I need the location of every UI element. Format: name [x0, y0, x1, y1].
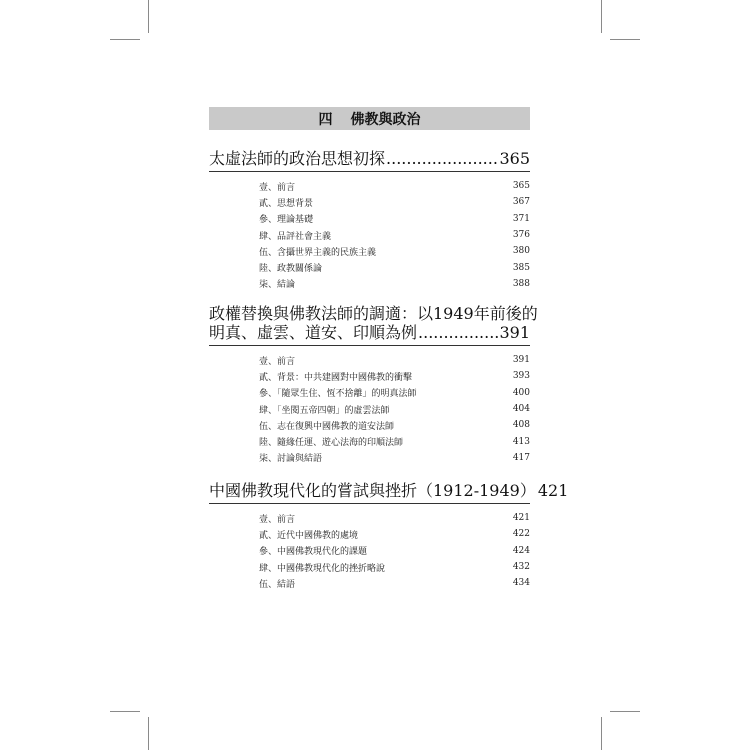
toc-entry: [209, 276, 530, 292]
entry-label: 參、「隨眾生住、恆不捨離」的明真法師: [259, 389, 417, 400]
entry-page: 421: [512, 513, 530, 524]
toc-entry: [209, 227, 530, 243]
section-number: 四: [318, 111, 333, 128]
entry-label: 參、中國佛教現代化的課題: [259, 547, 368, 558]
toc-entry: [209, 417, 530, 433]
toc-entry: [209, 178, 530, 194]
entry-page: 408: [512, 420, 530, 431]
entry-page: 391: [512, 355, 530, 366]
chapter-3: [209, 481, 569, 591]
entry-label: 壹、前言: [259, 356, 296, 367]
entry-label: 貳、背景：中共建國對中國佛教的衝擊: [259, 372, 413, 383]
entry-page: 417: [512, 452, 530, 463]
entry-label: 柒、結論: [259, 280, 296, 291]
entry-label: 伍、結語: [259, 579, 296, 590]
entry-label: 肆、中國佛教現代化的挫折略說: [259, 563, 386, 574]
entry-label: 柒、討論與結語: [259, 454, 323, 465]
toc-entry: [209, 243, 530, 259]
chapter-divider: [209, 503, 530, 504]
entry-page: 385: [512, 262, 530, 273]
toc-entry: [209, 559, 530, 575]
toc-entry: [209, 401, 530, 417]
toc-entry: [209, 385, 530, 401]
entry-label: 肆、「坐閱五帝四朝」的虛雲法師: [259, 405, 390, 416]
leader-dots: [418, 323, 498, 342]
toc-entry: [209, 575, 530, 591]
entry-page: 365: [512, 181, 530, 192]
entry-label: 參、理論基礎: [259, 215, 314, 226]
entry-label: 壹、前言: [259, 182, 296, 193]
toc-entry: [209, 259, 530, 275]
entry-page: 400: [512, 387, 530, 398]
toc-entry: [209, 352, 530, 368]
entry-page: 371: [512, 213, 530, 224]
entry-page: 388: [512, 278, 530, 289]
chapter-page: 365: [499, 149, 530, 168]
chapter-title: [209, 149, 530, 168]
toc-entry: [209, 510, 530, 526]
section-header: [209, 107, 530, 130]
section-title: 佛教與政治: [350, 111, 421, 128]
crop-mark-right-bottom: [610, 711, 640, 712]
crop-mark-left-bottom: [110, 711, 140, 712]
entry-page: 404: [512, 404, 530, 415]
toc-entry: [209, 543, 530, 559]
chapter-page: 421: [537, 481, 569, 500]
entry-label: 伍、志在復興中國佛教的道安法師: [259, 421, 395, 432]
entry-label: 壹、前言: [259, 514, 296, 525]
chapter-page: 391: [499, 323, 530, 342]
chapter-title-line: 中國佛教現代化的嘗試與挫折（1912-1949）: [209, 481, 536, 500]
entry-label: 貳、思想背景: [259, 198, 314, 209]
chapter-title: [209, 481, 569, 500]
toc-entry: [209, 450, 530, 466]
chapter-title-line: 政權替換與佛教法師的調適：以1949年前後的: [209, 304, 538, 323]
leader-dots: [386, 149, 498, 168]
entry-label: 伍、含攝世界主義的民族主義: [259, 247, 377, 258]
entry-label: 陸、政教關係論: [259, 264, 323, 275]
toc-entry: [209, 211, 530, 227]
toc-entry: [209, 433, 530, 449]
chapter-1: [209, 149, 530, 292]
chapter-2: [209, 304, 538, 466]
chapter-divider: [209, 171, 530, 172]
crop-mark-top-right: [601, 0, 602, 33]
entry-page: 432: [512, 562, 530, 573]
chapter-title-line: 明真、虛雲、道安、印順為例: [209, 323, 418, 342]
entry-label: 陸、隨緣任運、遊心法海的印順法師: [259, 438, 404, 449]
crop-mark-bottom-right: [601, 717, 602, 750]
chapter-divider: [209, 345, 530, 346]
crop-mark-bottom-left: [148, 717, 149, 750]
crop-mark-right-top: [610, 39, 640, 40]
chapter-title: [209, 304, 538, 342]
entry-label: 貳、近代中國佛教的處境: [259, 530, 359, 541]
entry-page: 367: [512, 197, 530, 208]
entry-label: 肆、品評社會主義: [259, 231, 332, 242]
entry-page: 413: [512, 436, 530, 447]
entry-page: 434: [512, 578, 530, 589]
entry-page: 424: [512, 545, 530, 556]
crop-mark-left-top: [110, 39, 140, 40]
entry-page: 422: [512, 529, 530, 540]
crop-mark-top-left: [148, 0, 149, 33]
toc-entry: [209, 368, 530, 384]
entry-page: 380: [512, 246, 530, 257]
toc-entry: [209, 194, 530, 210]
toc-entry: [209, 526, 530, 542]
chapter-title-line: 太虛法師的政治思想初探: [209, 149, 386, 168]
entry-page: 393: [512, 371, 530, 382]
entry-page: 376: [512, 230, 530, 241]
